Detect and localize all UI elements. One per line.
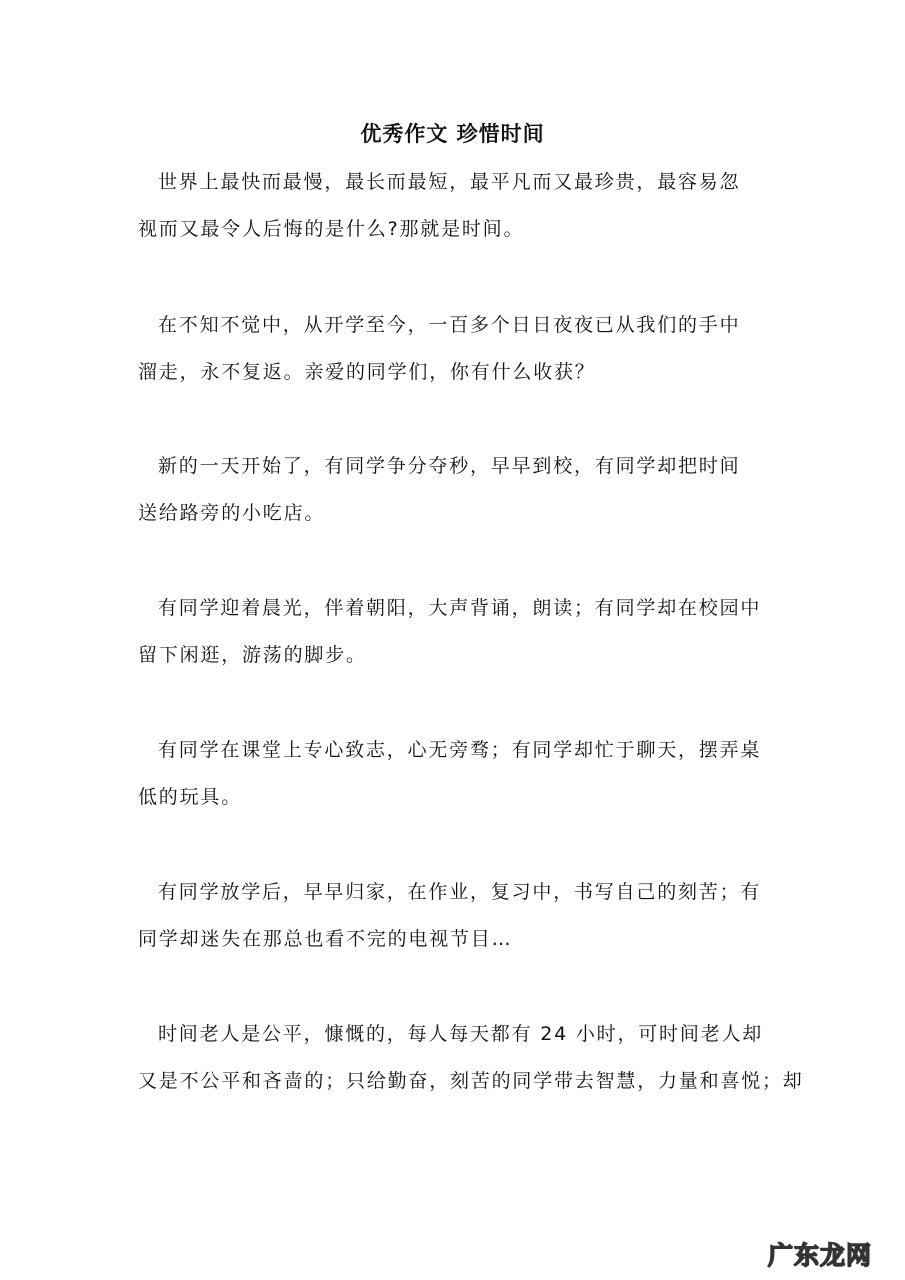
paragraph-line: 有同学放学后，早早归家，在作业，复习中，书写自己的刻苦；有 (158, 881, 762, 903)
paragraph-line: 同学却迷失在那总也看不完的电视节目… (138, 927, 513, 950)
document-title: 优秀作文 珍惜时间 (360, 122, 545, 146)
paragraph-line: 新的一天开始了，有同学争分夺秒，早早到校，有同学却把时间 (158, 455, 741, 477)
paragraph-line: 又是不公平和吝啬的；只给勤奋，刻苦的同学带去智慧，力量和喜悦；却 (138, 1069, 804, 1092)
paragraph-line: 溜走，永不复返。亲爱的同学们，你有什么收获？ (138, 360, 596, 383)
watermark-logo: 广东龙网 (768, 1241, 873, 1270)
paragraph-line: 视而又最令人后悔的是什么?那就是时间。 (138, 217, 525, 240)
paragraph-line: 在不知不觉中，从开学至今，一百多个日日夜夜已从我们的手中 (158, 314, 741, 336)
paragraph-line: 送给路旁的小吃店。 (138, 501, 326, 524)
paragraph-line: 有同学在课堂上专心致志，心无旁骛；有同学却忙于聊天，摆弄桌 (158, 739, 762, 761)
paragraph-line: 世界上最快而最慢，最长而最短，最平凡而又最珍贵，最容易忽 (158, 171, 741, 193)
paragraph-line: 低的玩具。 (138, 785, 243, 808)
paragraph-line: 有同学迎着晨光，伴着朝阳，大声背诵，朗读；有同学却在校园中 (158, 597, 762, 619)
paragraph-line: 时间老人是公平，慷慨的，每人每天都有 24 小时，可时间老人却 (158, 1023, 764, 1045)
paragraph-line: 留下闲逛，游荡的脚步。 (138, 643, 367, 666)
